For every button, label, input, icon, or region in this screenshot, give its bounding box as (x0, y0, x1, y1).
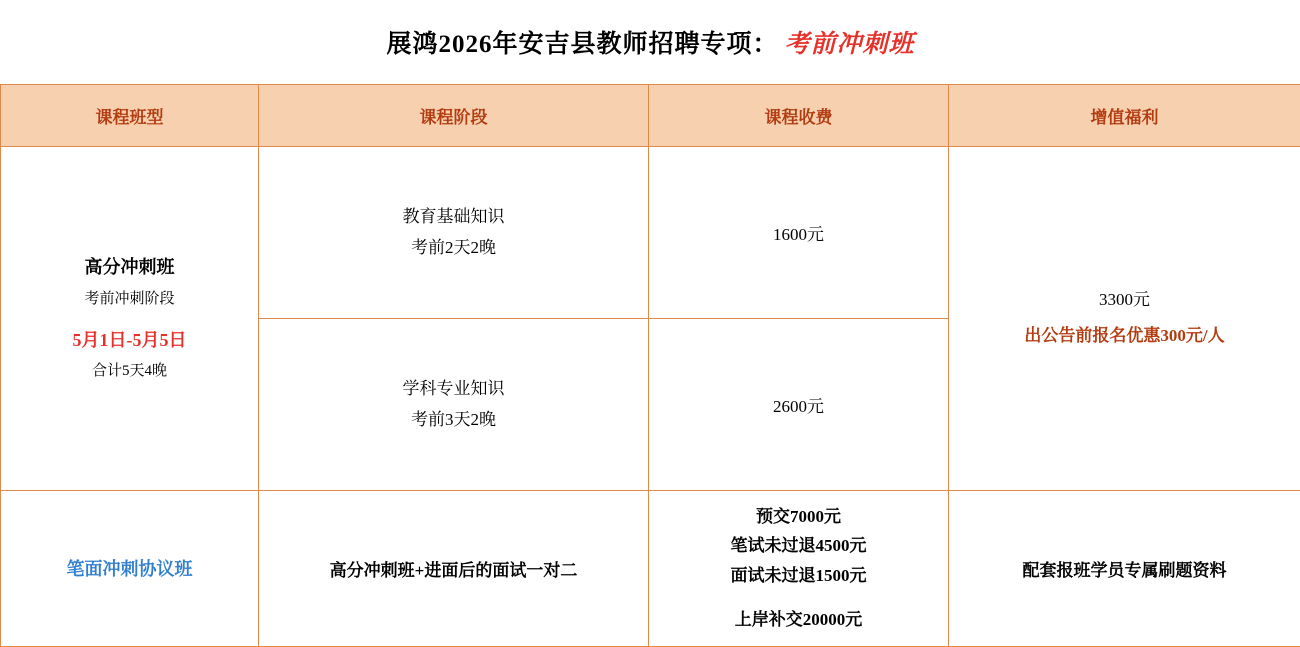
title-row (1, 0, 1300, 84)
stage-education-basics (259, 146, 649, 318)
title-accent-text: 考前冲刺班 (785, 31, 915, 58)
class-name-text: 高分冲刺班 (7, 250, 252, 284)
title-main-text: 展鸿2026年安吉县教师招聘专项： (387, 31, 779, 58)
fee-xieyi (649, 490, 949, 646)
header-course-fee: 课程收费 (649, 84, 949, 146)
stage-title-text: 教育基础知识 (265, 201, 642, 232)
stage-text: 高分冲刺班+进面后的面试一对二 (330, 561, 578, 580)
fee-line-prepay: 预交7000元 (655, 502, 942, 532)
stage-subject-knowledge (259, 318, 649, 490)
class-total-days: 合计5天4晚 (7, 357, 252, 386)
header-value-added-benefit: 增值福利 (949, 84, 1300, 146)
table-header-row (1, 84, 1300, 146)
fee-education-basics: 1600元 (649, 146, 949, 318)
fee-subject-knowledge: 2600元 (649, 318, 949, 490)
stage-detail-text: 考前2天2晚 (265, 232, 642, 263)
header-course-stage: 课程阶段 (259, 84, 649, 146)
benefit-gaofen (949, 146, 1300, 490)
class-stage-label: 考前冲刺阶段 (7, 285, 252, 314)
table-row (1, 490, 1300, 646)
class-name-text: 笔面冲刺协议班 (67, 559, 193, 579)
benefit-amount-text: 3300元 (955, 282, 1294, 318)
fee-line-success-extra: 上岸补交20000元 (655, 605, 942, 635)
stage-detail-text: 考前3天2晚 (265, 404, 642, 435)
fee-line-written-refund: 笔试未过退4500元 (655, 531, 942, 561)
fee-line-interview-refund: 面试未过退1500元 (655, 561, 942, 591)
table-row (1, 146, 1300, 318)
class-type-xieyi (1, 490, 259, 646)
benefit-text: 配套报班学员专属刷题资料 (1023, 561, 1227, 580)
class-type-gaofen (1, 146, 259, 490)
stage-title-text: 学科专业知识 (265, 373, 642, 404)
benefit-xieyi (949, 490, 1300, 646)
stage-xieyi (259, 490, 649, 646)
benefit-promo-text: 出公告前报名优惠300元/人 (955, 318, 1294, 354)
header-class-type: 课程班型 (1, 84, 259, 146)
sheet-title (1, 0, 1300, 84)
class-date-range: 5月1日-5月5日 (7, 323, 252, 357)
